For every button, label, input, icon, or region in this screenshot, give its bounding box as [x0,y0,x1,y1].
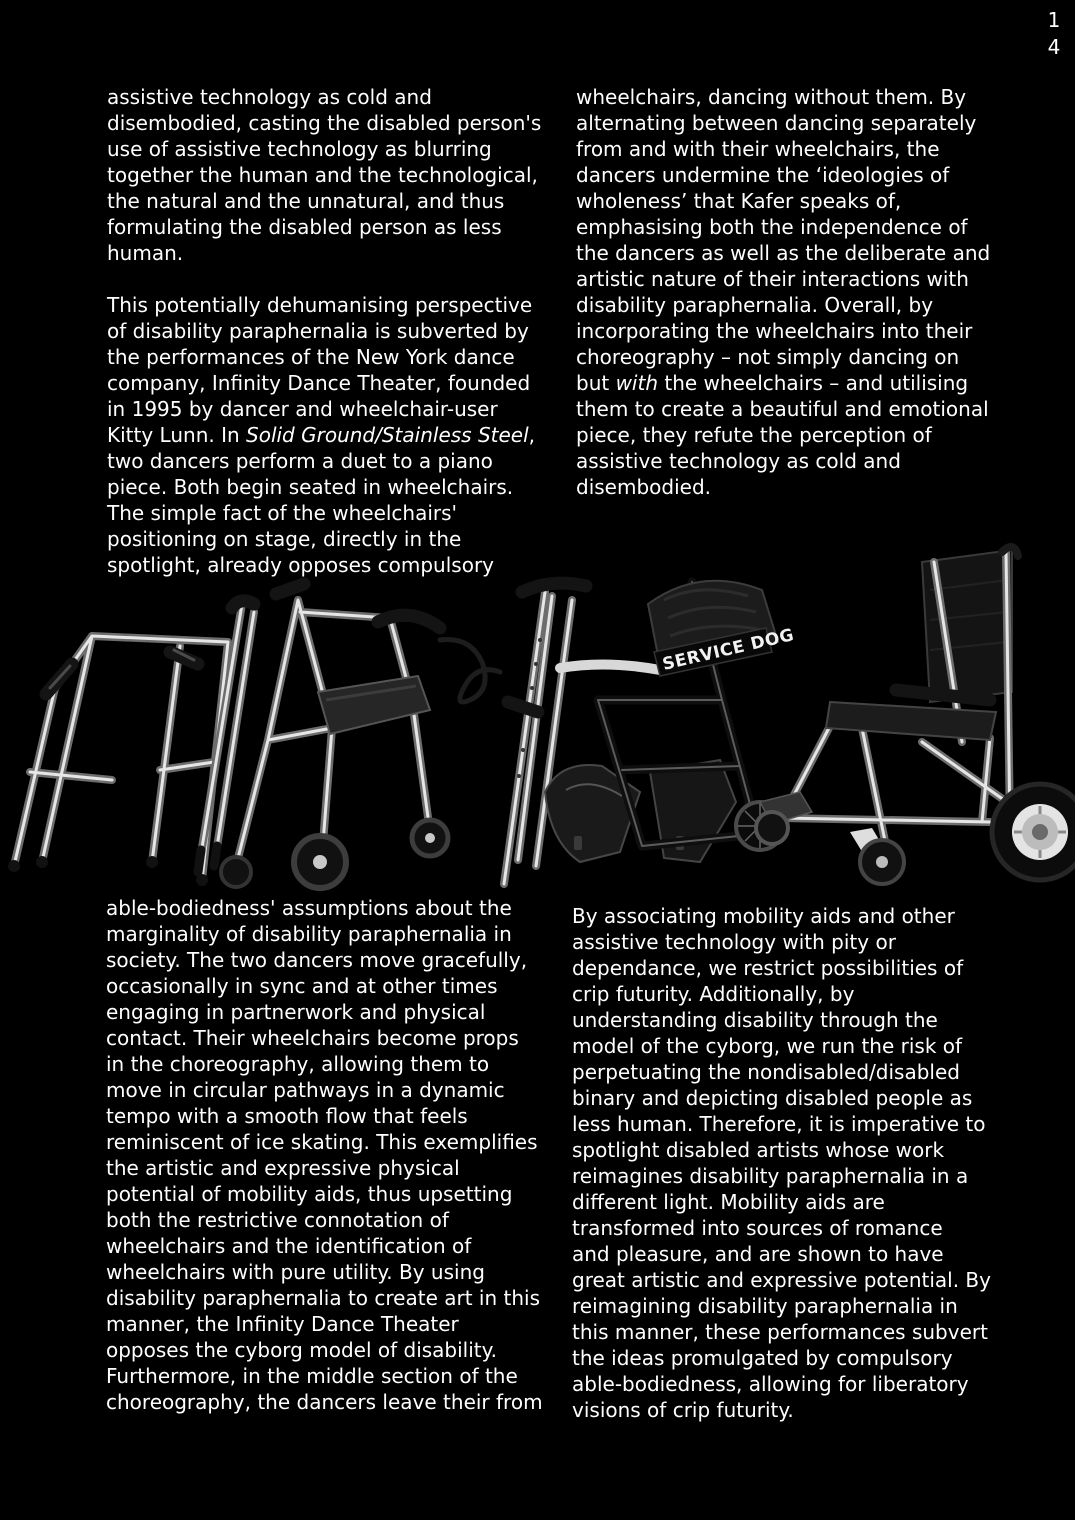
text-line: incorporating the wheelchairs into their [576,319,973,343]
text-line: transformed into sources of romance [572,1216,943,1240]
text-line: this manner, these performances subvert [572,1320,988,1344]
text-line: two dancers perform a duet to a piano [107,449,493,473]
work-title: Solid Ground/Stainless Steel [246,423,529,447]
text-line: contact. Their wheelchairs become props [106,1026,519,1050]
text-line: the performances of the New York dance [107,345,515,369]
text-line: assistive technology as cold and [576,449,901,473]
text-line: different light. Mobility aids are [572,1190,885,1214]
text-line: binary and depicting disabled people as [572,1086,973,1110]
text-line: occasionally in sync and at other times [106,974,498,998]
column-top-left [107,84,541,578]
text-line: choreography, the dancers leave their from [106,1390,543,1414]
text-line: The simple fact of the wheelchairs' [107,501,458,525]
text-segment: the wheelchairs – and utilising [658,371,969,395]
text-line: from and with their wheelchairs, the [576,137,940,161]
text-line: human. [107,241,184,265]
column-top-right [576,84,990,500]
text-line: reimagines disability paraphernalia in a [572,1164,969,1188]
text-line: crip futurity. Additionally, by [572,982,855,1006]
text-line: opposes the cyborg model of disability. [106,1338,497,1362]
mobility-aids-collage [0,540,1075,910]
paragraph-gap [107,266,541,292]
text-line [576,370,990,396]
text-line: potential of mobility aids, thus upsetting [106,1182,513,1206]
text-line: assistive technology as cold and [107,85,432,109]
vest-label: SERVICE DOG [660,625,797,675]
text-line: them to create a beautiful and emotional [576,397,989,421]
text-line: formulating the disabled person as less [107,215,502,239]
text-segment: Kitty Lunn. In [107,423,247,447]
text-line: in 1995 by dancer and wheelchair-user [107,397,498,421]
text-line: able-bodiedness, allowing for liberatory [572,1372,969,1396]
text-line: spotlight disabled artists whose work [572,1138,945,1162]
text-line: together the human and the technological, [107,163,538,187]
text-line: and pleasure, and are shown to have [572,1242,944,1266]
text-line: disability paraphernalia to create art in this [106,1286,541,1310]
text-line: Furthermore, in the middle section of the [106,1364,518,1388]
text-line: tempo with a smooth flow that feels [106,1104,468,1128]
walker-frame [8,636,228,886]
text-line: wholeness’ that Kafer speaks of, [576,189,902,213]
text-line: positioning on stage, directly in the [107,527,462,551]
text-line: marginality of disability paraphernalia in [106,922,512,946]
text-line: By associating mobility aids and other [572,904,955,928]
text-line: the natural and the unnatural, and thus [107,189,505,213]
text-line: piece. Both begin seated in wheelchairs. [107,475,514,499]
text-line: move in circular pathways in a dynamic [106,1078,505,1102]
text-line: in the choreography, allowing them to [106,1052,490,1076]
text-line: the artistic and expressive physical [106,1156,460,1180]
text-line: less human. Therefore, it is imperative to [572,1112,986,1136]
text-line: disembodied. [576,475,711,499]
text-line: wheelchairs, dancing without them. By [576,85,967,109]
page-number-digit-2: 4 [1047,35,1061,59]
text-segment: but [576,371,616,395]
text-line: dependance, we restrict possibilities of [572,956,964,980]
text-line: understanding disability through the [572,1008,938,1032]
text-line: both the restrictive connotation of [106,1208,449,1232]
text-line: visions of crip futurity. [572,1398,794,1422]
text-line: wheelchairs with pure utility. By using [106,1260,485,1284]
text-line: piece, they refute the perception of [576,423,932,447]
text-line: disembodied, casting the disabled person's [107,111,542,135]
text-segment: , [528,423,536,447]
text-line: choreography – not simply dancing on [576,345,960,369]
text-line: emphasising both the independence of [576,215,968,239]
text-line: the ideas promulgated by compulsory [572,1346,953,1370]
text-line: This potentially dehumanising perspective [107,293,533,317]
text-line: alternating between dancing separately [576,111,977,135]
text-line: reimagining disability paraphernalia in [572,1294,958,1318]
wheelchair [756,547,1075,884]
text-line: manner, the Infinity Dance Theater [106,1312,459,1336]
page-number-digit-1: 1 [1047,8,1061,32]
text-line [107,422,541,448]
text-line: perpetuating the nondisabled/disabled [572,1060,960,1084]
text-line: model of the cyborg, we run the risk of [572,1034,963,1058]
text-line: use of assistive technology as blurring [107,137,492,161]
text-line: disability paraphernalia. Overall, by [576,293,934,317]
text-line: able-bodiedness' assumptions about the [106,896,512,920]
text-line: of disability paraphernalia is subverted by [107,319,529,343]
text-line: assistive technology with pity or [572,930,896,954]
text-line: the dancers as well as the deliberate and [576,241,991,265]
column-bottom-left [106,895,543,1415]
text-line: artistic nature of their interactions with [576,267,969,291]
text-line: engaging in partnerwork and physical [106,1000,486,1024]
text-line: spotlight, already opposes compulsory [107,553,495,577]
column-bottom-right [572,903,991,1423]
emphasis: with [615,371,659,395]
text-line: company, Infinity Dance Theater, founded [107,371,531,395]
rollator [221,584,500,888]
text-line: dancers undermine the ‘ideologies of [576,163,950,187]
text-line: great artistic and expressive potential. By [572,1268,991,1292]
text-line: reminiscent of ice skating. This exemplifies [106,1130,538,1154]
service-dog-vest [560,581,796,676]
text-line: society. The two dancers move gracefully, [106,948,528,972]
text-line: wheelchairs and the identification of [106,1234,472,1258]
